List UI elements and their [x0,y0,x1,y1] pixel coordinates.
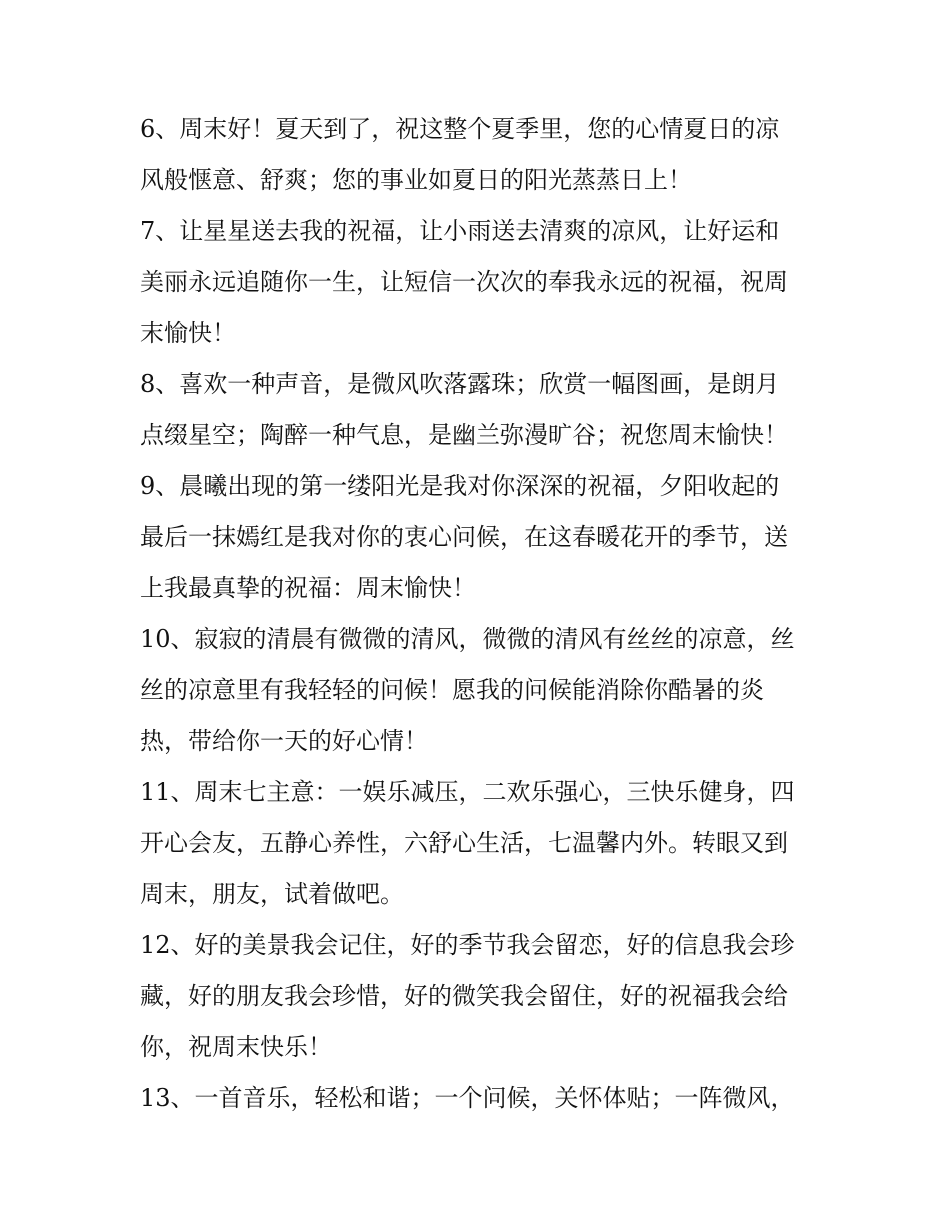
paragraph-12: 12、好的美景我会记住，好的季节我会留恋，好的信息我会珍 藏，好的朋友我会珍惜，好的微笑我会留住，好的祝福我会给 你，祝周末快乐！ [140,931,795,1061]
paragraph-11: 11、周末七主意：一娱乐减压，二欢乐强心，三快乐健身，四 开心会友，五静心养性，六舒心生活，七温馨内外。转眼又到 周末，朋友，试着做吧。 [140,778,795,908]
document-body [140,104,815,1124]
paragraph-9: 9、晨曦出现的第一缕阳光是我对你深深的祝福，夕阳收起的 最后一抹嫣红是我对你的衷心问候，在这春暖花开的季节，送 上我最真挚的祝福：周末愉快！ [140,472,788,602]
paragraph-7: 7、让星星送去我的祝福，让小雨送去清爽的凉风，让好运和 美丽永远追随你一生，让短信一次次的奉我永远的祝福，祝周 末愉快！ [140,217,788,347]
paragraph-13: 13、一首音乐，轻松和谐；一个问候，关怀体贴；一阵微风， [140,1084,795,1112]
paragraph-10: 10、寂寂的清晨有微微的清风，微微的清风有丝丝的凉意，丝 丝的凉意里有我轻轻的问候！愿我的问候能消除你酷暑的炎 热，带给你一天的好心情！ [140,625,795,755]
paragraph-8: 8、喜欢一种声音，是微风吹落露珠；欣赏一幅图画，是朗月 点缀星空；陶醉一种气息，是幽兰弥漫旷谷；祝您周末愉快！ [140,370,788,449]
paragraph-6: 6、周末好！夏天到了，祝这整个夏季里，您的心情夏日的凉 风般惬意、舒爽；您的事业如夏日的阳光蒸蒸日上！ [140,115,780,194]
